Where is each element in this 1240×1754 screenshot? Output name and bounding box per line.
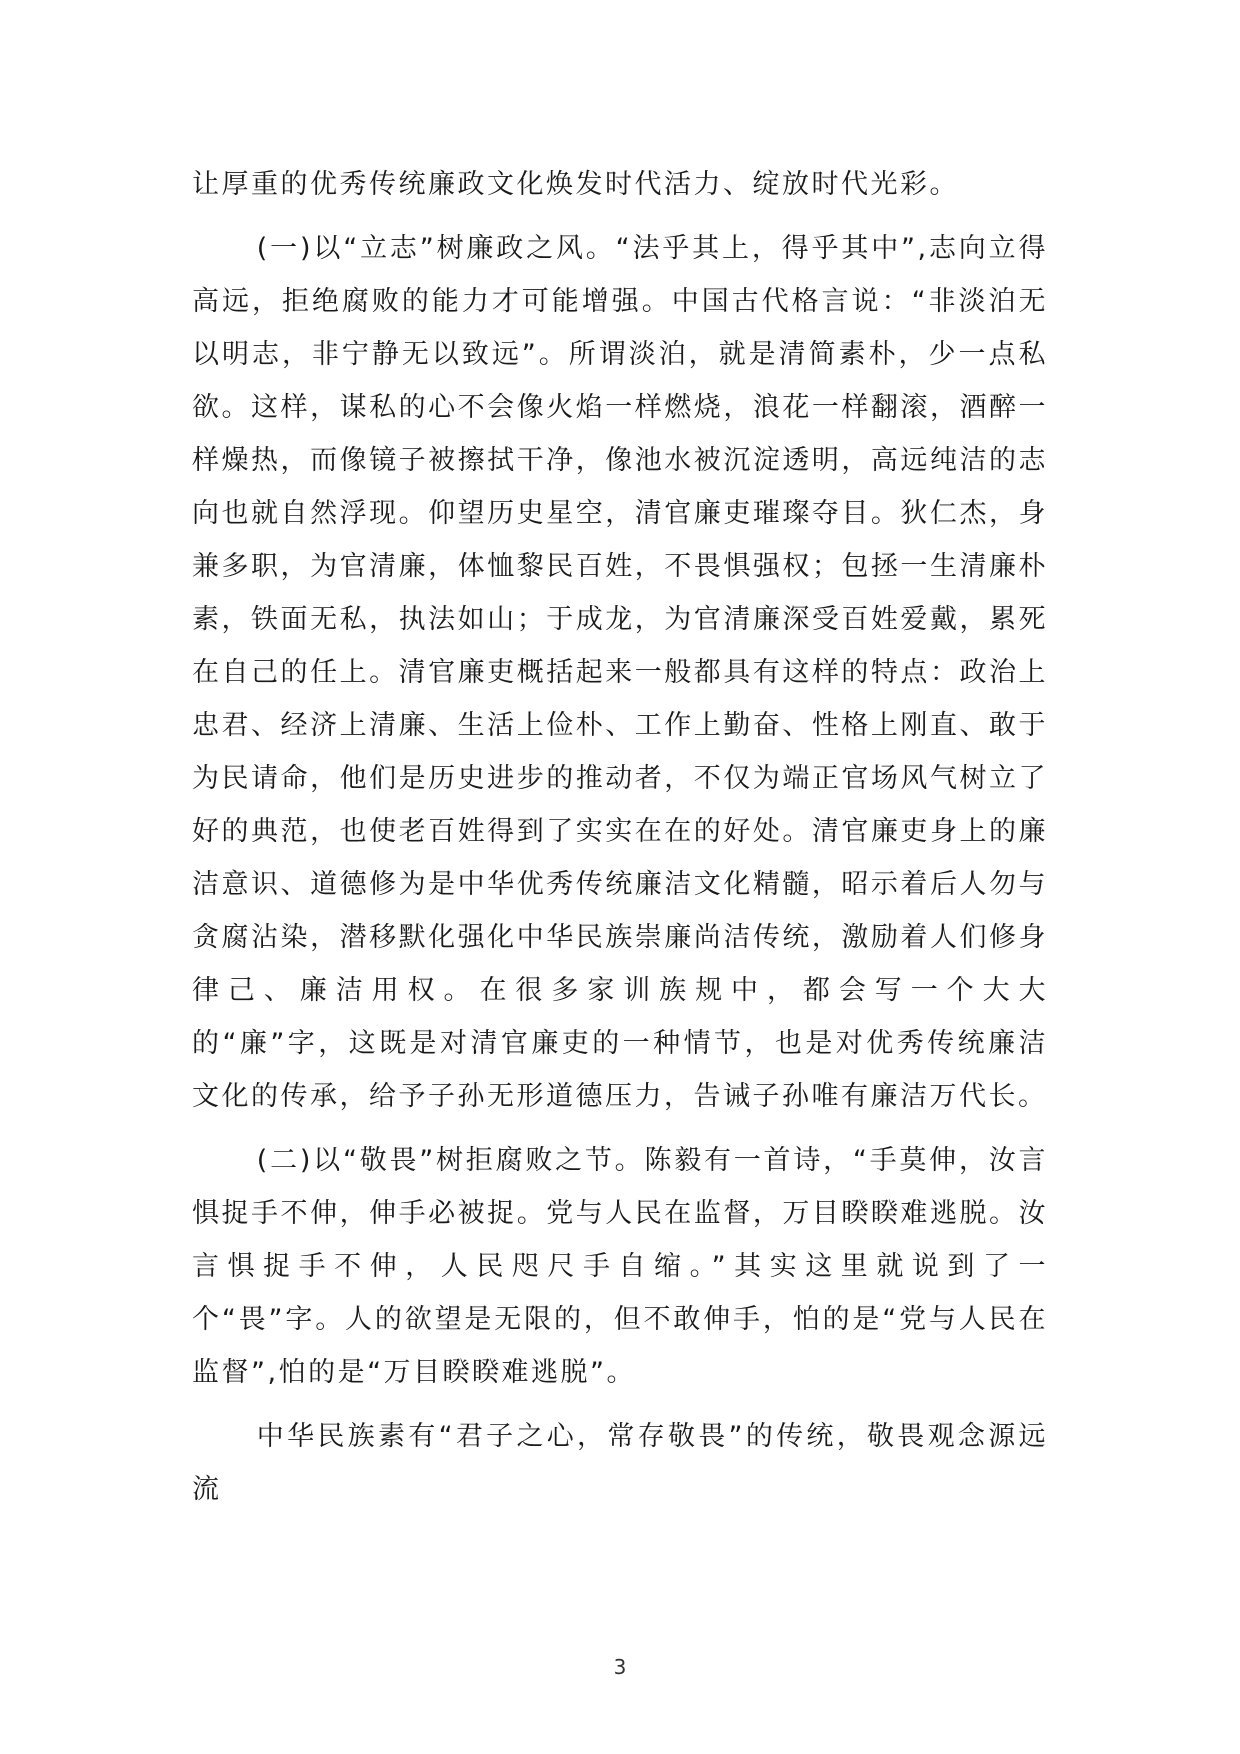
page-number: 3 (613, 1655, 627, 1679)
document-body (192, 158, 1048, 1516)
paragraph-continuation: 让厚重的优秀传统廉政文化焕发时代活力、绽放时代光彩。 (192, 169, 959, 200)
paragraph-section-one: (一)以“立志”树廉政之风。“法乎其上，得乎其中”,志向立得高远，拒绝腐败的能力才可能增强。中国古代格言说：“非淡泊无以明志，非宁静无以致远”。所谓淡泊，就是清简素朴，少一点私欲。这样，谋私的心不会像火焰一样燃烧，浪花一样翻滚，酒醉一样燥热，而像镜子被擦拭干净，像池水被沉淀透明，高远纯洁的志向也就自然浮现。仰望历史星空，清官廉吏璀璨夺目。狄仁杰，身兼多职，为官清廉，体恤黎民百姓，不畏惧强权；包拯一生清廉朴素，铁面无私，执法如山；于成龙，为官清廉深受百姓爱戴，累死在自己的任上。清官廉吏概括起来一般都具有这样的特点：政治上忠君、经济上清廉、生活上俭朴、工作上勤奋、性格上刚直、敢于为民请命，他们是历史进步的推动者，不仅为端正官场风气树立了好的典范，也使老百姓得到了实实在在的好处。清官廉吏身上的廉洁意识、道德修为是中华优秀传统廉洁文化精髓，昭示着后人勿与贪腐沾染，潜移默化强化中华民族崇廉尚洁传统，激励着人们修身律己、廉洁用权。在很多家训族规中，都会写一个大大的“廉”字，这既是对清官廉吏的一种情节，也是对优秀传统廉洁文化的传承，给予子孙无形道德压力，告诫子孙唯有廉洁万代长。 (192, 233, 1048, 1112)
paragraph-section-two: (二)以“敬畏”树拒腐败之节。陈毅有一首诗，“手莫伸，汝言惧捉手不伸，伸手必被捉。党与人民在监督，万目睽睽难逃脱。汝言惧捉手不伸，人民咫尺手自缩。”其实这里就说到了一个“畏”字。人的欲望是无限的，但不敢伸手，怕的是“党与人民在监督”,怕的是“万目睽睽难逃脱”。 (192, 1145, 1048, 1388)
paragraph-closing: 中华民族素有“君子之心，常存敬畏”的传统，敬畏观念源远流 (192, 1421, 1048, 1505)
